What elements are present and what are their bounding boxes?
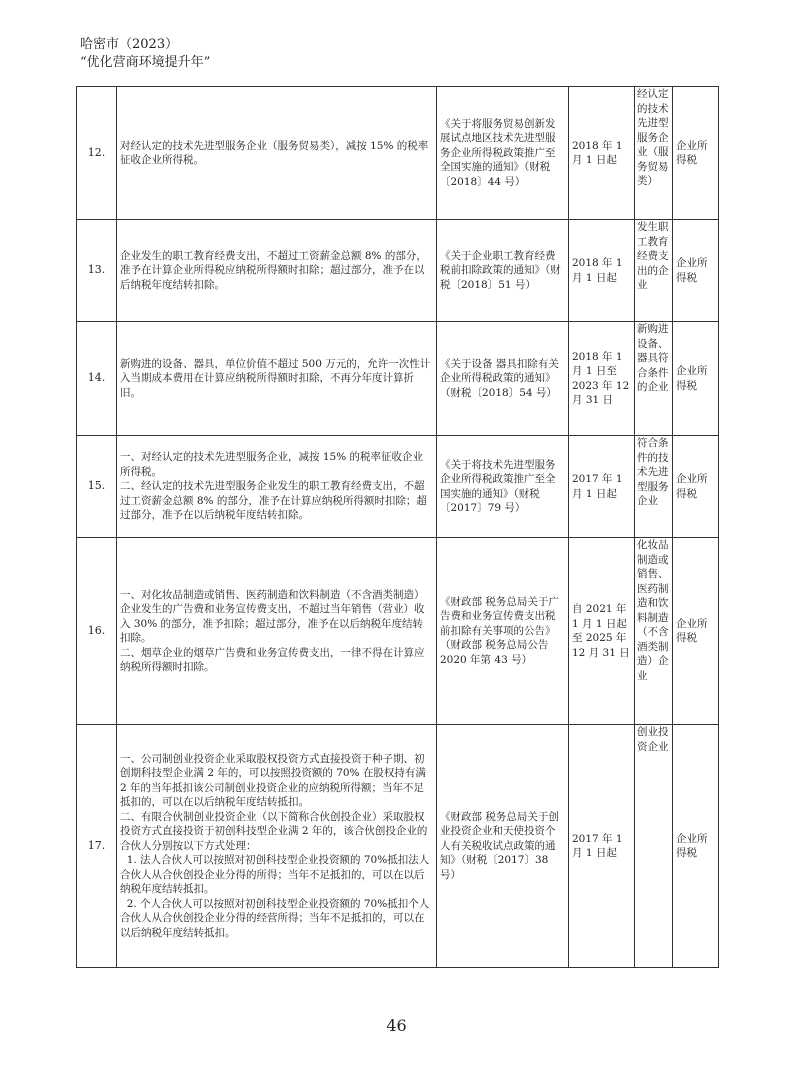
row-number: 15. bbox=[77, 436, 117, 538]
tax-type: 企业所得税 bbox=[673, 322, 719, 436]
policy-target: 符合条件的技术先进型服务企业 bbox=[635, 436, 673, 538]
tax-type: 企业所得税 bbox=[673, 538, 719, 725]
policy-target: 化妆品制造或销售、医药制造和饮料制造（不含酒类制造）企业 bbox=[635, 538, 673, 725]
policy-basis: 《财政部 税务总局关于创业投资企业和天使投资个人有关税收试点政策的通知》（财税〔2017〕38 号） bbox=[437, 725, 569, 968]
table-row bbox=[77, 538, 719, 725]
policy-period: 2018 年 1 月 1 日至 2023 年 12 月 31 日 bbox=[569, 322, 635, 436]
policy-content: 对经认定的技术先进型服务企业（服务贸易类），减按 15% 的税率征收企业所得税。 bbox=[117, 87, 437, 220]
policy-period: 2018 年 1 月 1 日起 bbox=[569, 220, 635, 322]
row-number: 13. bbox=[77, 220, 117, 322]
policy-content: 一、对经认定的技术先进型服务企业，减按 15% 的税率征收企业所得税。 二、经认定的技术先进型服务企业发生的职工教育经费支出，不超过工资薪金总额 8% 的部分，准予在计算应纳税所得额时扣除；超过部分，准予在以后纳税年度结转扣除。 bbox=[117, 436, 437, 538]
policy-target: 创业投资企业 bbox=[635, 725, 673, 968]
row-number: 17. bbox=[77, 725, 117, 968]
table-row bbox=[77, 87, 719, 220]
policy-content: 企业发生的职工教育经费支出，不超过工资薪金总额 8% 的部分，准予在计算企业所得税应纳税所得额时扣除；超过部分，准予在以后纳税年度结转扣除。 bbox=[117, 220, 437, 322]
table-row bbox=[77, 725, 719, 968]
policy-target: 经认定的技术先进型服务企业（服务贸易类） bbox=[635, 87, 673, 220]
policy-period: 2017 年 1 月 1 日起 bbox=[569, 436, 635, 538]
row-number: 16. bbox=[77, 538, 117, 725]
row-number: 12. bbox=[77, 87, 117, 220]
tax-type: 企业所得税 bbox=[673, 87, 719, 220]
policy-basis: 《关于将服务贸易创新发展试点地区技术先进型服务企业所得税政策推广至全国实施的通知》（财税〔2018〕44 号） bbox=[437, 87, 569, 220]
tax-type: 企业所得税 bbox=[673, 436, 719, 538]
page-number: 46 bbox=[386, 1016, 407, 1035]
policy-basis: 《关于将技术先进型服务企业所得税政策推广至全国实施的通知》（财税〔2017〕79 号） bbox=[437, 436, 569, 538]
row-number: 14. bbox=[77, 322, 117, 436]
policy-content: 新购进的设备、器具，单位价值不超过 500 万元的，允许一次性计入当期成本费用在计算应纳税所得额时扣除，不再分年度计算折旧。 bbox=[117, 322, 437, 436]
table-row bbox=[77, 322, 719, 436]
policy-basis: 《关于企业职工教育经费税前扣除政策的通知》（财税〔2018〕51 号） bbox=[437, 220, 569, 322]
policy-table bbox=[76, 86, 718, 968]
page-header bbox=[80, 36, 210, 72]
tax-type: 企业所得税 bbox=[673, 220, 719, 322]
policy-basis: 《关于设备 器具扣除有关企业所得税政策的通知》（财税〔2018〕54 号） bbox=[437, 322, 569, 436]
policy-period: 自 2021 年 1 月 1 日起至 2025 年 12 月 31 日 bbox=[569, 538, 635, 725]
table-row bbox=[77, 436, 719, 538]
tax-type: 企业所得税 bbox=[673, 725, 719, 968]
policy-target: 新购进设备、器具符合条件的企业 bbox=[635, 322, 673, 436]
policy-content: 一、公司制创业投资企业采取股权投资方式直接投资于种子期、初创期科技型企业满 2 年的，可以按照投资额的 70% 在股权持有满 2 年的当年抵扣该公司制创业投资企业的应纳税所得额；当年不足抵扣的，可以在以后纳税年度结转抵扣。 二、有限合伙制创业投资企业（以下简称合伙创投企业）采取股权投资方式直接投资于初创科技型企业满 2 年的，该合伙创投企业的合伙人分别按以下方式处理： 1. 法人合伙人可以按照对初创科技型企业投资额的 70%抵扣法人合伙人从合伙创投企业分得的所得；当年不足抵扣的，可以在以后纳税年度结转抵扣。 2. 个人合伙人可以按照对初创科技型企业投资额的 70%抵扣个人合伙人从合伙创投企业分得的经营所得；当年不足抵扣的，可以在以后纳税年度结转抵扣。 bbox=[117, 725, 437, 968]
table-row bbox=[77, 220, 719, 322]
policy-target: 发生职工教育经费支出的企业 bbox=[635, 220, 673, 322]
header-city-year: 哈密市（2023） bbox=[80, 37, 179, 52]
policy-content: 一、对化妆品制造或销售、医药制造和饮料制造（不含酒类制造）企业发生的广告费和业务宣传费支出，不超过当年销售（营业）收入 30% 的部分，准予扣除；超过部分，准予在以后纳税年度结转扣除。 二、烟草企业的烟草广告费和业务宣传费支出，一律不得在计算应纳税所得额时扣除。 bbox=[117, 538, 437, 725]
policy-basis: 《财政部 税务总局关于广告费和业务宣传费支出税前扣除有关事项的公告》（财政部 税务总局公告 2020 年第 43 号） bbox=[437, 538, 569, 725]
header-campaign: “优化营商环境提升年” bbox=[80, 55, 211, 70]
policy-period: 2018 年 1 月 1 日起 bbox=[569, 87, 635, 220]
policy-period: 2017 年 1 月 1 日起 bbox=[569, 725, 635, 968]
